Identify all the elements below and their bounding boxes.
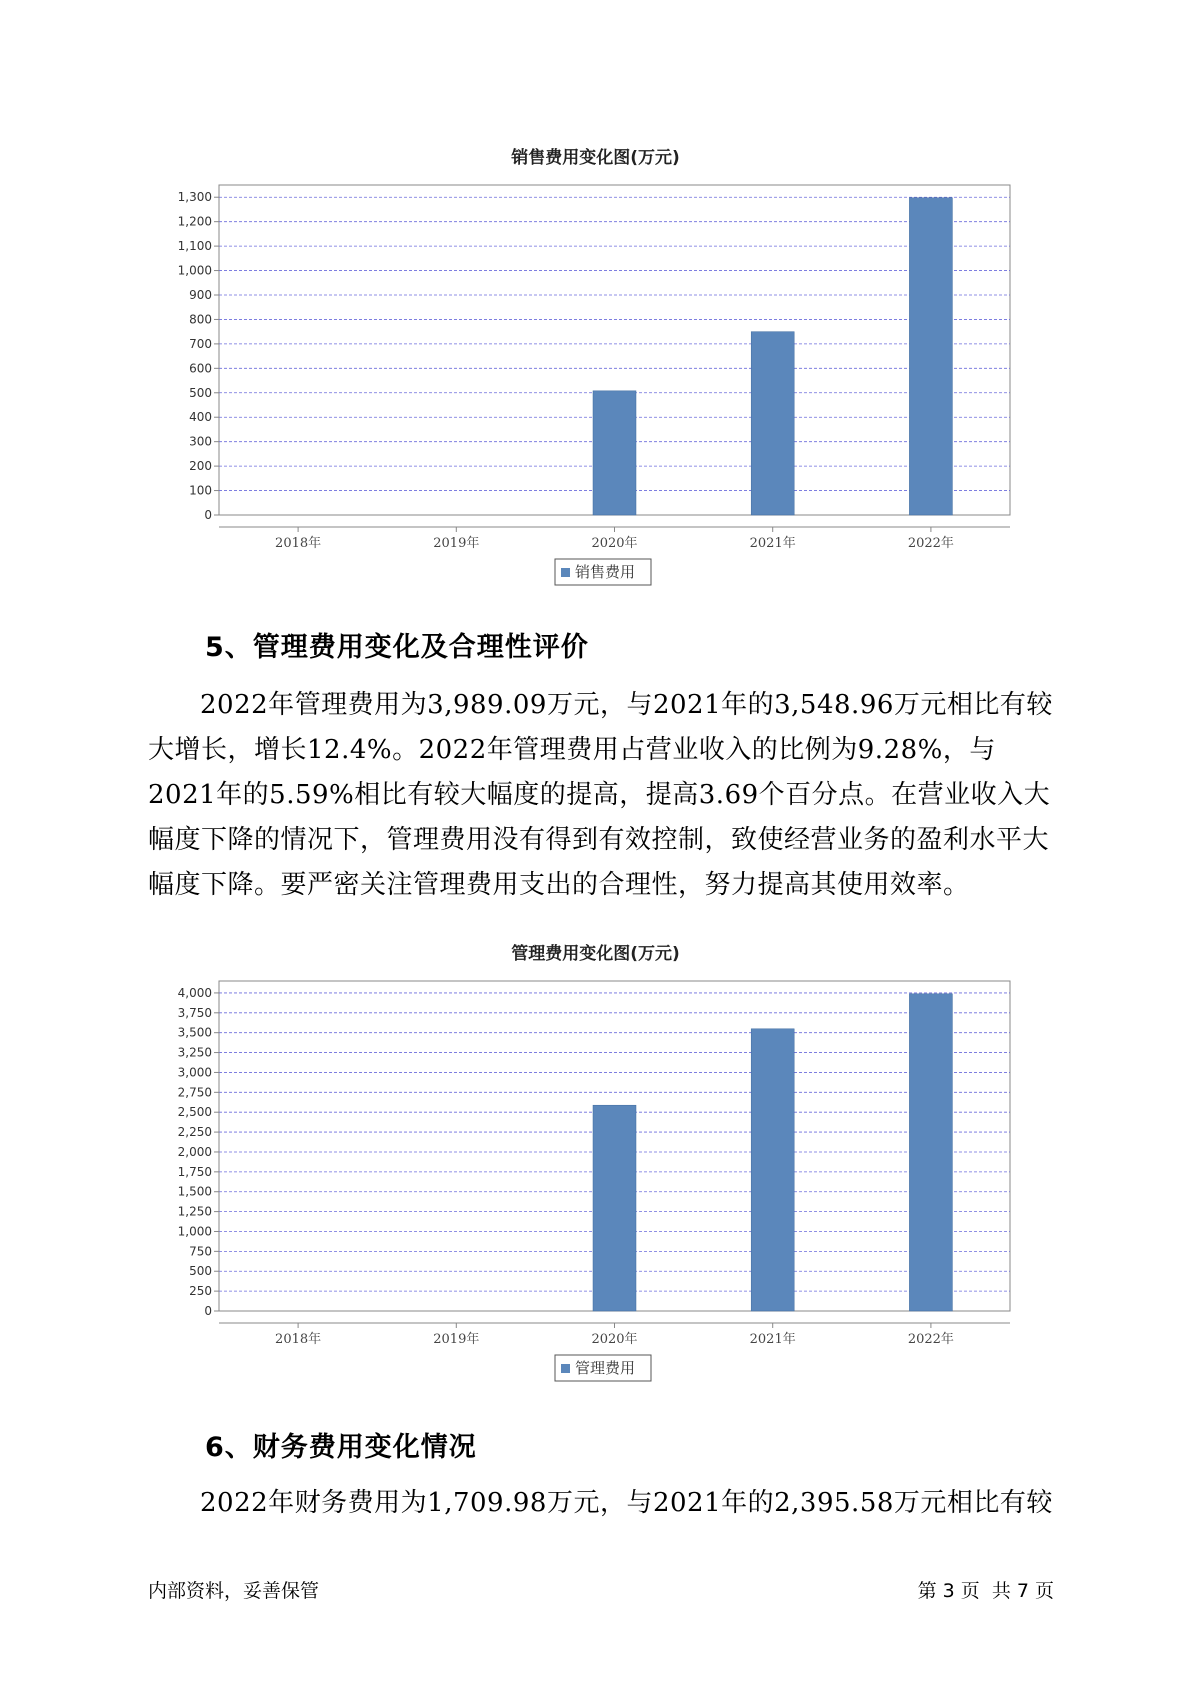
y-tick-label: 1,500	[177, 1184, 212, 1199]
x-tick-label: 2018年	[275, 536, 322, 551]
y-tick-label: 200	[189, 459, 212, 474]
sales-chart-title: 销售费用变化图(万元)	[511, 148, 680, 168]
y-tick-label: 1,000	[177, 263, 212, 278]
y-tick-label: 3,000	[177, 1065, 212, 1080]
x-tick-label: 2020年	[591, 1332, 638, 1347]
y-tick-label: 100	[189, 483, 212, 498]
bar-2022年	[909, 198, 952, 515]
x-tick-label: 2022年	[907, 1332, 954, 1347]
x-tick-label: 2021年	[749, 536, 796, 551]
section6-heading: 6、财务费用变化情况	[205, 1432, 477, 1463]
y-tick-label: 800	[189, 312, 212, 327]
y-tick-label: 3,750	[177, 1005, 212, 1020]
legend-swatch	[561, 568, 570, 577]
bar-2022年	[909, 994, 952, 1311]
x-tick-label: 2019年	[433, 1332, 480, 1347]
x-tick-label: 2021年	[749, 1332, 796, 1347]
x-tick-label: 2019年	[433, 536, 480, 551]
mgmt-chart-title: 管理费用变化图(万元)	[511, 944, 680, 964]
y-tick-label: 0	[204, 508, 212, 522]
y-tick-label: 3,500	[177, 1025, 212, 1040]
y-tick-label: 250	[189, 1284, 212, 1299]
y-tick-label: 1,750	[177, 1164, 212, 1179]
section6-paragraph: 2022年财务费用为1,709.98万元，与2021年的2,395.58万元相比有较	[200, 1488, 1053, 1518]
y-tick-label: 2,500	[177, 1105, 212, 1120]
y-tick-label: 2,250	[177, 1125, 212, 1140]
y-tick-label: 600	[189, 361, 212, 376]
x-tick-label: 2020年	[591, 536, 638, 551]
y-tick-label: 1,300	[177, 190, 212, 205]
y-tick-label: 2,000	[177, 1144, 212, 1159]
y-tick-label: 500	[189, 1264, 212, 1279]
y-tick-label: 3,250	[177, 1045, 212, 1060]
y-tick-label: 900	[189, 288, 212, 302]
bar-2020年	[593, 391, 636, 515]
bar-2021年	[751, 1029, 794, 1311]
legend-label: 销售费用	[575, 563, 636, 581]
legend-swatch	[561, 1364, 570, 1373]
y-tick-label: 300	[189, 434, 212, 449]
y-tick-label: 1,100	[177, 239, 212, 254]
management-expense-chart	[0, 966, 1191, 1386]
x-tick-label: 2018年	[275, 1332, 322, 1347]
y-tick-label: 500	[189, 385, 212, 400]
y-tick-label: 1,000	[177, 1224, 212, 1239]
y-tick-label: 400	[189, 410, 212, 425]
y-tick-label: 700	[189, 336, 212, 351]
y-tick-label: 4,000	[177, 985, 212, 1000]
y-tick-label: 1,250	[177, 1204, 212, 1219]
bar-2020年	[593, 1105, 636, 1311]
legend-label: 管理费用	[575, 1359, 636, 1377]
y-tick-label: 2,750	[177, 1085, 212, 1100]
bar-2021年	[751, 332, 794, 515]
footer-page-number: 第 3 页 共 7 页	[917, 1580, 1054, 1602]
x-tick-label: 2022年	[907, 536, 954, 551]
footer-confidential-note: 内部资料，妥善保管	[148, 1580, 320, 1602]
y-tick-label: 0	[204, 1304, 212, 1318]
section5-heading: 5、管理费用变化及合理性评价	[205, 632, 589, 663]
section5-paragraph: 2022年管理费用为3,989.09万元，与2021年的3,548.96万元相比有较大增长，增长12.4%。2022年管理费用占营业收入的比例为9.28%，与2021年的5.59%相比有较大幅度的提高，提高3.69个百分点。在营业收入大幅度下降的情况下，管理费用没有得到有效控制，致使经营业务的盈利水平大幅度下降。要严密关注管理费用支出的合理性，努力提高其使用效率。	[148, 690, 1053, 900]
y-tick-label: 1,200	[177, 214, 212, 229]
sales-expense-chart	[0, 170, 1191, 590]
y-tick-label: 750	[189, 1244, 212, 1259]
